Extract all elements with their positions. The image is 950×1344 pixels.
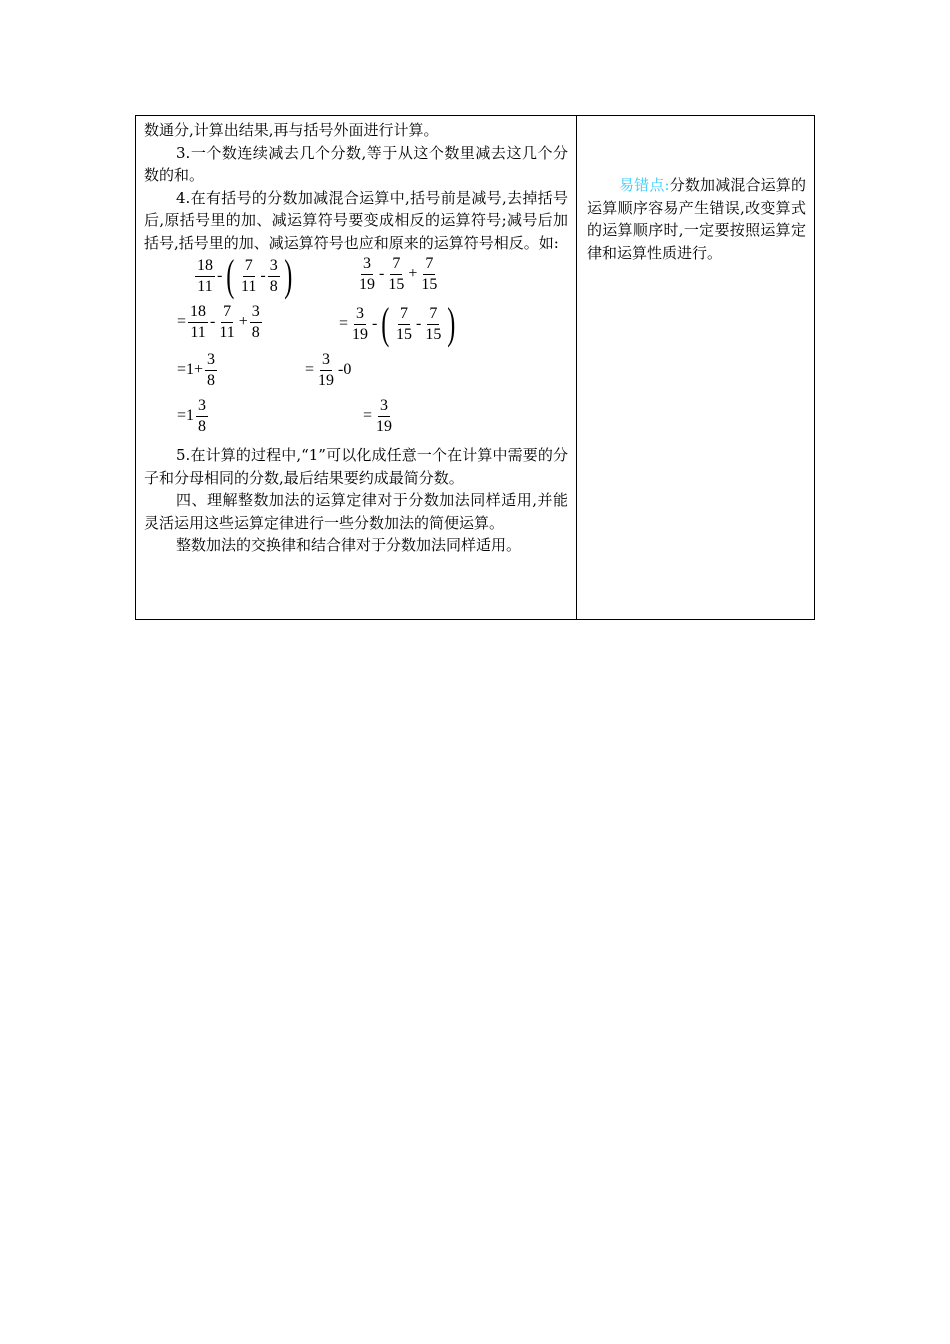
intro-line: 数通分,计算出结果,再与括号外面进行计算。 (144, 121, 439, 139)
example-1-step-2: =1+ $\frac{3}{8}$ (177, 351, 216, 389)
math-examples (144, 251, 568, 444)
example-1-expression: $\frac{18}{11}$ - ( $\frac{7}{11}$ - $\frac{3}{8}$ ) (197, 251, 293, 300)
example-2-step-1: = $\frac{3}{19}$ - ( $\frac{7}{15}$ - $\frac{7}{15}$ ) (339, 299, 456, 348)
example-2-expression: $\frac{3}{19}$ - $\frac{7}{15}$ + $\frac{7}{15}$ (359, 255, 438, 293)
example-1-step-1: = $\frac{18}{11}$ - $\frac{7}{11}$ + $\frac{3}{8}$ (177, 303, 260, 341)
closing-line: 整数加法的交换律和结合律对于分数加法同样适用。 (176, 536, 522, 554)
section-4: 四、理解整数加法的运算定律对于分数加法同样适用,并能灵活运用这些运算定律进行一些分数加法的简便运算。 (144, 491, 568, 532)
example-2-step-2: = $\frac{3}{19}$ -0 (305, 351, 352, 389)
side-note (587, 174, 806, 264)
side-column (577, 116, 814, 619)
side-note-label: 易错点: (619, 176, 670, 194)
item-5: 5.在计算的过程中,“1”可以化成任意一个在计算中需要的分子和分母相同的分数,最后结果要约成最简分数。 (144, 446, 568, 487)
content-table (135, 115, 815, 620)
example-2-result: = $\frac{3}{19}$ (363, 397, 393, 435)
main-column (136, 116, 577, 619)
example-1-result: =1 $\frac{3}{8}$ (177, 397, 207, 435)
side-note-text: 分数加减混合运算的运算顺序容易产生错误,改变算式的运算顺序时,一定要按照运算定律和运算性质进行。 (587, 176, 806, 262)
item-4: 4.在有括号的分数加减混合运算中,括号前是减号,去掉括号后,原括号里的加、减运算符号要变成相反的运算符号;减号后加括号,括号里的加、减运算符号也应和原来的运算符号相反。如: (144, 188, 568, 252)
item-3: 3.一个数连续减去几个分数,等于从这个数里减去这几个分数的和。 (144, 143, 568, 184)
